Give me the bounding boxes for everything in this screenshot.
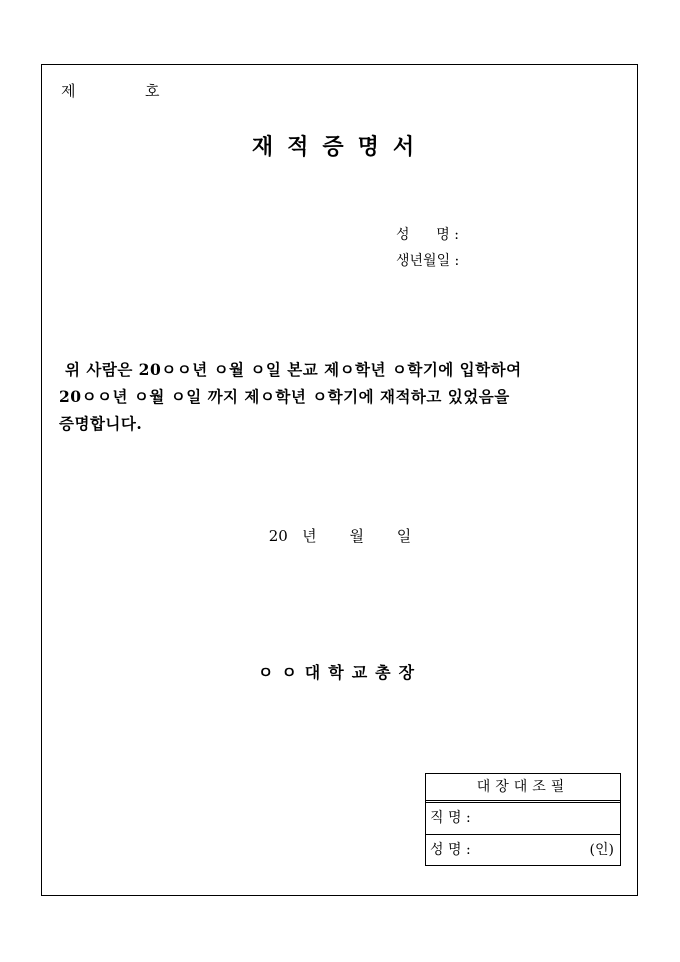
body-line-1: 위 사람은 20ㅇㅇ년 ㅇ월 ㅇ일 본교 제ㅇ학년 ㅇ학기에 입학하여 — [65, 360, 522, 379]
issue-date-year: 20 년 — [268, 527, 317, 545]
issue-date — [0, 525, 680, 546]
verification-name-label: 성 명 : — [430, 842, 471, 858]
verification-box — [425, 773, 621, 866]
certificate-body — [59, 356, 625, 437]
document-frame — [41, 64, 638, 896]
name-field-label: 성 명 : — [396, 227, 459, 243]
document-title: 재적증명서 — [251, 134, 429, 160]
seal-label: (인) — [589, 842, 614, 858]
document-number — [61, 80, 160, 101]
body-line-2: 20ㅇㅇ년 ㅇ월 ㅇ일 까지 제ㅇ학년 ㅇ학기에 재적하고 있었음을 — [59, 387, 510, 406]
verification-box-header: 대장대조필 — [426, 774, 620, 803]
body-line-3: 증명합니다. — [59, 414, 143, 433]
document-number-prefix: 제 — [61, 82, 76, 100]
verification-name-row — [426, 834, 620, 866]
issue-date-day: 일 — [396, 527, 412, 545]
document-number-suffix: 호 — [145, 82, 160, 100]
issuer-name: ㅇㅇ대학교총장 — [257, 663, 423, 682]
verification-position-row — [426, 803, 620, 834]
issue-date-month: 월 — [349, 527, 364, 545]
dob-field-label: 생년월일 : — [396, 253, 460, 269]
verification-position-label: 직 명 : — [430, 810, 471, 826]
